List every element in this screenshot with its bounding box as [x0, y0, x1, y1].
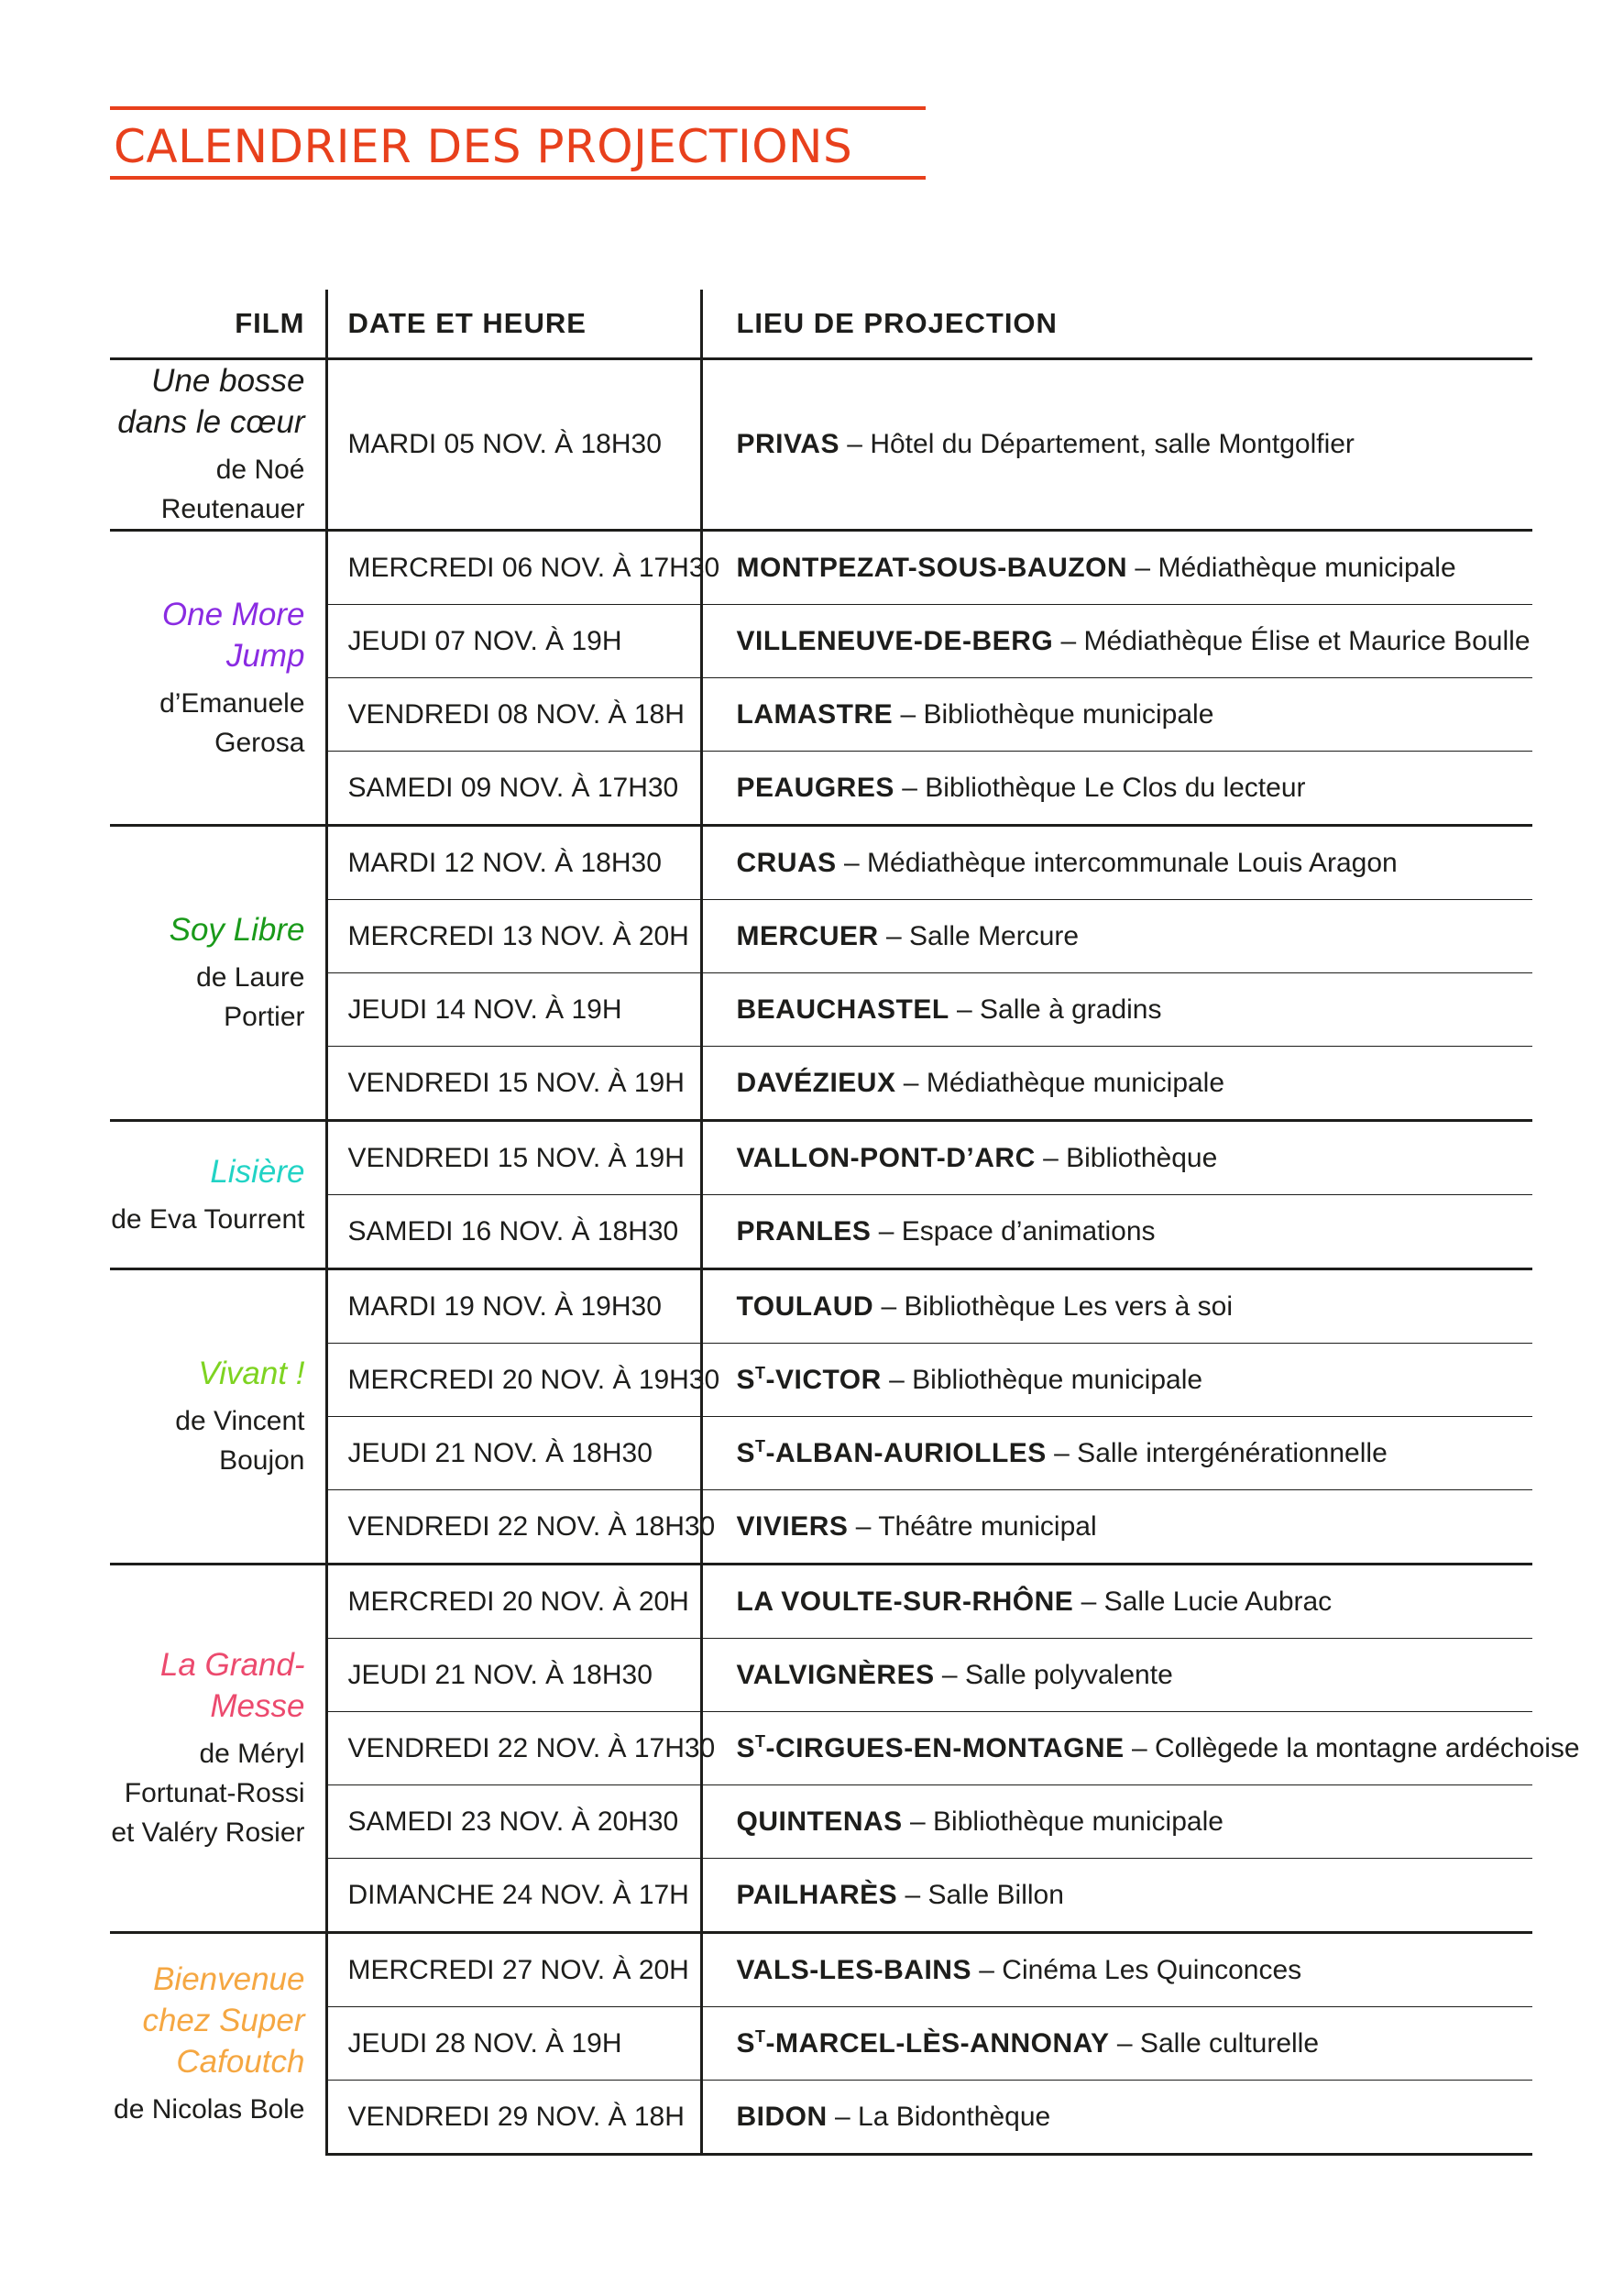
film-group	[110, 826, 1532, 1121]
screening-location	[701, 678, 1532, 752]
place-name: -ALBAN-AURIOLLES	[765, 1438, 1047, 1468]
table-row	[110, 826, 1532, 900]
screening-location	[701, 973, 1532, 1047]
venue-name: – Salle Billon	[897, 1879, 1064, 1910]
screening-date: JEUDI 07 NOV. À 19H	[326, 605, 701, 678]
screening-location	[701, 531, 1532, 605]
place-name: PRANLES	[736, 1215, 872, 1246]
place-name: CRUAS	[736, 847, 837, 878]
place-superscript-wrap	[755, 1365, 766, 1395]
screening-date: MARDI 12 NOV. À 18H30	[326, 826, 701, 900]
place-name: VILLENEUVE-DE-BERG	[736, 625, 1054, 656]
screening-date: JEUDI 14 NOV. À 19H	[326, 973, 701, 1047]
venue-name: – Hôtel du Département, salle Montgolfier	[839, 429, 1355, 459]
place-name: PRIVAS	[736, 429, 839, 459]
film-cell	[110, 1565, 326, 1933]
table-row	[110, 1933, 1532, 2007]
film-group	[110, 531, 1532, 826]
venue-name: – La Bidonthèque	[827, 2101, 1051, 2132]
place-name: -MARCEL-LÈS-ANNONAY	[765, 2028, 1110, 2059]
venue-name: – Bibliothèque municipale	[893, 698, 1214, 730]
screening-location	[701, 1195, 1532, 1269]
venue-name: – Bibliothèque	[1035, 1142, 1218, 1173]
screening-date: SAMEDI 16 NOV. À 18H30	[326, 1195, 701, 1269]
venue-name: – Médiathèque municipale	[1127, 552, 1456, 583]
page-title-block	[110, 106, 926, 180]
venue-name: – Bibliothèque Les vers à soi	[873, 1290, 1234, 1322]
film-director: de Noé Reutenauer	[160, 455, 305, 524]
screening-date: JEUDI 21 NOV. À 18H30	[326, 1639, 701, 1712]
screening-location	[701, 1121, 1532, 1195]
screening-date: VENDREDI 15 NOV. À 19H	[326, 1121, 701, 1195]
place-prefix-superscript: T	[755, 1437, 766, 1455]
place-name: PEAUGRES	[736, 772, 894, 803]
screening-location	[701, 752, 1532, 826]
film-title: Soy Libre	[169, 912, 305, 948]
place-name: MONTPEZAT-SOUS-BAUZON	[736, 552, 1128, 583]
screening-date: MERCREDI 20 NOV. À 19H30	[326, 1344, 701, 1417]
screening-location	[701, 2007, 1532, 2081]
place-superscript-wrap	[755, 2028, 766, 2059]
film-group	[110, 359, 1532, 531]
film-director: d’Emanuele Gerosa	[159, 687, 305, 758]
place-prefix-superscript: T	[755, 1732, 766, 1751]
place-name: -VICTOR	[765, 1365, 882, 1395]
film-cell	[110, 1933, 326, 2155]
place-name: -CIRGUES-EN-MONTAGNE	[765, 1733, 1125, 1763]
screening-date: JEUDI 28 NOV. À 19H	[326, 2007, 701, 2081]
screening-location	[701, 900, 1532, 973]
place-name: VALVIGNÈRES	[736, 1659, 935, 1690]
venue-name: – Bibliothèque Le Clos du lecteur	[894, 772, 1306, 803]
table-row	[110, 1269, 1532, 1344]
screening-location	[701, 1785, 1532, 1859]
screening-date: SAMEDI 09 NOV. À 17H30	[326, 752, 701, 826]
page-title: CALENDRIER DES PROJECTIONS	[114, 120, 853, 173]
screening-location	[701, 1933, 1532, 2007]
table-row	[110, 1121, 1532, 1195]
venue-name: – Théâtre municipal	[848, 1510, 1097, 1542]
screening-location	[701, 1417, 1532, 1490]
table-row	[110, 531, 1532, 605]
place-name: TOULAUD	[736, 1290, 874, 1322]
header-lieu: LIEU DE PROJECTION	[701, 290, 1532, 359]
film-director: de Méryl Fortunat-Rossi et Valéry Rosier	[111, 1739, 305, 1848]
place-name: PAILHARÈS	[736, 1879, 898, 1910]
screening-location	[701, 1712, 1580, 1785]
header-date: DATE ET HEURE	[326, 290, 701, 359]
film-director: de Vincent Boujon	[175, 1406, 305, 1476]
screening-location	[701, 359, 1532, 531]
film-title: La Grand-Messe	[159, 1647, 305, 1724]
place-prefix-superscript: T	[755, 2027, 766, 2046]
film-director: de Laure Portier	[196, 962, 305, 1032]
film-director: de Nicolas Bole	[114, 2094, 305, 2125]
venue-name: – Salle polyvalente	[934, 1659, 1173, 1690]
film-cell	[110, 826, 326, 1121]
screening-location	[701, 826, 1532, 900]
place-name: LA VOULTE-SUR-RHÔNE	[736, 1586, 1074, 1617]
screening-date: MARDI 19 NOV. À 19H30	[326, 1269, 701, 1344]
venue-name: – Bibliothèque municipale	[881, 1365, 1203, 1395]
venue-name: – Salle à gradins	[949, 994, 1162, 1025]
screening-schedule-table	[110, 290, 1580, 2156]
place-prefix-superscript: T	[755, 1364, 766, 1382]
screening-date: JEUDI 21 NOV. À 18H30	[326, 1417, 701, 1490]
screening-location	[701, 605, 1532, 678]
table-row	[110, 1565, 1532, 1639]
screening-location	[701, 1859, 1532, 1933]
screening-location	[701, 1639, 1532, 1712]
screening-date: MERCREDI 06 NOV. À 17H30	[326, 531, 701, 605]
venue-name: – Salle culturelle	[1109, 2028, 1320, 2059]
film-title: Vivant !	[198, 1356, 305, 1391]
film-group	[110, 1121, 1532, 1269]
screening-date: DIMANCHE 24 NOV. À 17H	[326, 1859, 701, 1933]
place-superscript-wrap	[755, 1733, 766, 1763]
table-header-row	[110, 290, 1532, 359]
place-prefix: S	[736, 1365, 756, 1395]
venue-name: – Salle Mercure	[878, 920, 1080, 951]
place-name: VIVIERS	[736, 1510, 849, 1542]
venue-name: – Médiathèque intercommunale Louis Aragon	[836, 847, 1398, 878]
film-title: Lisière	[210, 1153, 305, 1190]
place-prefix: S	[736, 1733, 756, 1763]
film-title: One More Jump	[161, 596, 305, 674]
film-director: de Eva Tourrent	[111, 1203, 305, 1235]
place-name: BEAUCHASTEL	[736, 994, 949, 1025]
place-name: VALLON-PONT-D’ARC	[736, 1142, 1036, 1173]
screening-date: MARDI 05 NOV. À 18H30	[326, 359, 701, 531]
venue-name: – Cinéma Les Quinconces	[971, 1954, 1302, 1985]
screening-date: VENDREDI 22 NOV. À 18H30	[326, 1490, 701, 1565]
place-name: VALS-LES-BAINS	[736, 1954, 971, 1985]
place-name: DAVÉZIEUX	[736, 1067, 896, 1098]
place-name: BIDON	[736, 2101, 828, 2132]
film-title: Bienvenue chez Super Cafoutch	[142, 1961, 305, 2081]
venue-name: – Bibliothèque municipale	[902, 1806, 1223, 1837]
screening-date: VENDREDI 22 NOV. À 17H30	[326, 1712, 701, 1785]
film-group	[110, 1565, 1580, 1933]
screening-date: MERCREDI 13 NOV. À 20H	[326, 900, 701, 973]
place-name: QUINTENAS	[736, 1806, 903, 1837]
place-name: LAMASTRE	[736, 698, 894, 730]
film-group	[110, 1269, 1532, 1565]
venue-name: – Médiathèque Élise et Maurice Boulle	[1053, 625, 1531, 656]
place-superscript-wrap	[755, 1438, 766, 1468]
venue-name: – Salle Lucie Aubrac	[1073, 1586, 1333, 1617]
venue-name: – Médiathèque municipale	[895, 1067, 1225, 1098]
screening-date: VENDREDI 08 NOV. À 18H	[326, 678, 701, 752]
header-film: FILM	[110, 290, 326, 359]
place-prefix: S	[736, 1438, 756, 1468]
screening-location	[701, 1047, 1532, 1121]
venue-name: – Salle intergénérationnelle	[1046, 1438, 1388, 1468]
screening-location	[701, 1565, 1532, 1639]
film-cell	[110, 359, 326, 531]
screening-location	[701, 1269, 1532, 1344]
venue-name: – Collègede la montagne ardéchoise	[1124, 1733, 1580, 1763]
screening-date: SAMEDI 23 NOV. À 20H30	[326, 1785, 701, 1859]
screening-date: MERCREDI 27 NOV. À 20H	[326, 1933, 701, 2007]
screening-location	[701, 1490, 1532, 1565]
place-name: MERCUER	[736, 920, 879, 951]
venue-name: – Espace d’animations	[871, 1215, 1156, 1246]
screening-location	[701, 1344, 1532, 1417]
film-cell	[110, 531, 326, 826]
film-cell	[110, 1121, 326, 1269]
film-title: Une bosse dans le cœur	[117, 363, 305, 440]
screening-date: VENDREDI 29 NOV. À 18H	[326, 2081, 701, 2155]
film-group	[110, 1933, 1532, 2155]
table-row	[110, 359, 1532, 531]
screening-date: VENDREDI 15 NOV. À 19H	[326, 1047, 701, 1121]
place-prefix: S	[736, 2028, 756, 2059]
screening-location	[701, 2081, 1532, 2155]
film-cell	[110, 1269, 326, 1565]
screening-date: MERCREDI 20 NOV. À 20H	[326, 1565, 701, 1639]
